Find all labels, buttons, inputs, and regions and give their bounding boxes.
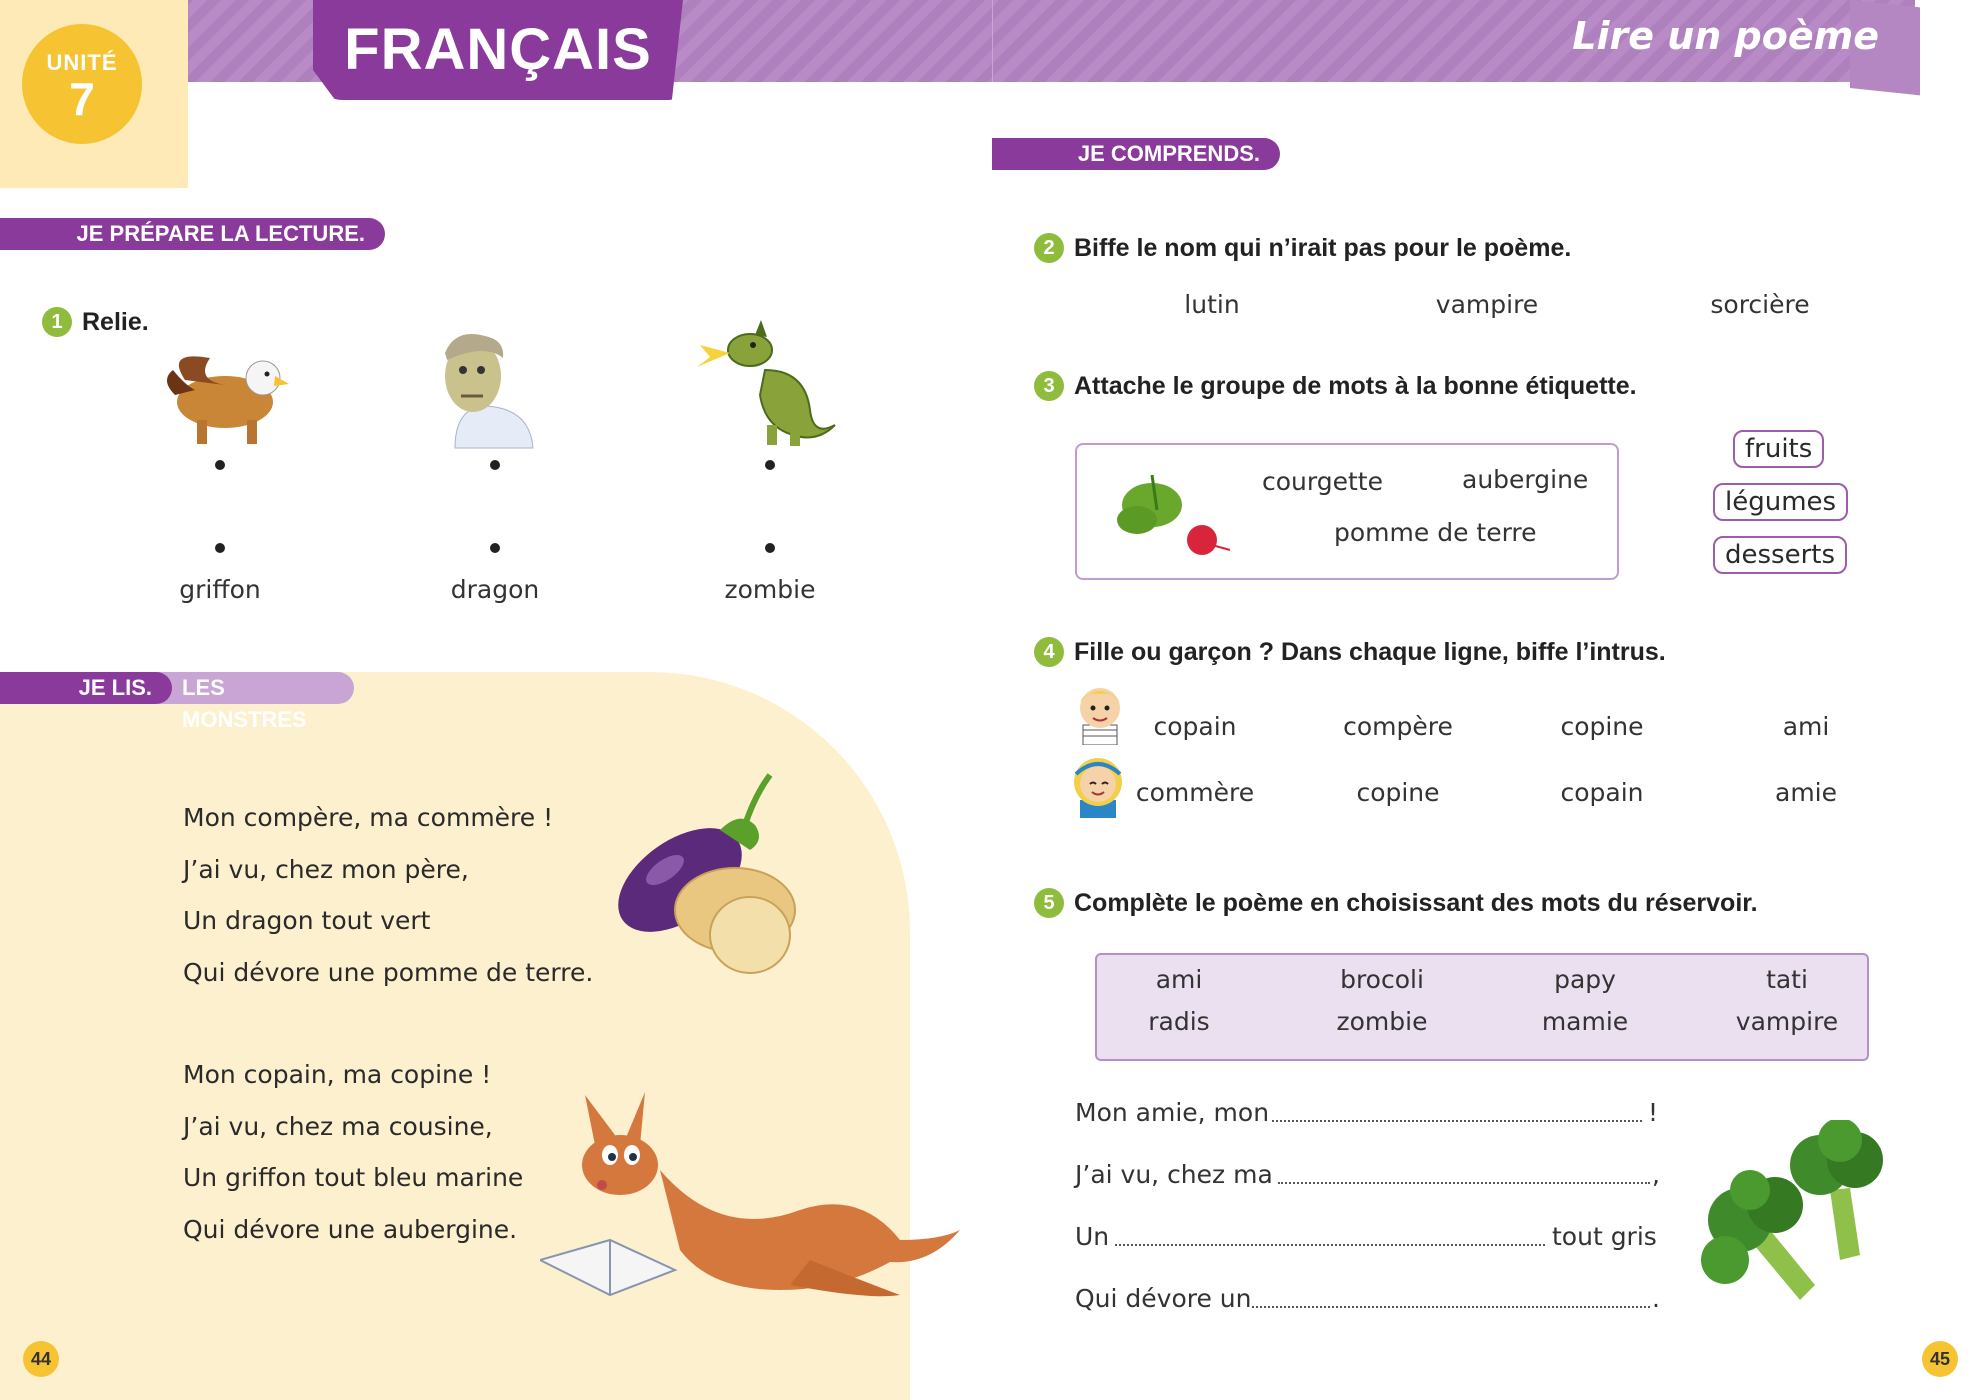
- section-prepare-label: JE PRÉPARE LA LECTURE.: [76, 221, 365, 246]
- poem-line: J’ai vu, chez mon père,: [183, 855, 469, 884]
- label-vegetables[interactable]: légumes: [1713, 483, 1848, 521]
- cross-out-word[interactable]: sorcière: [1710, 290, 1810, 319]
- reservoir-word: zombie: [1336, 1007, 1428, 1036]
- match-word: zombie: [724, 575, 816, 604]
- subject-title: FRANÇAIS: [344, 17, 652, 82]
- exercise-1-number: 1: [42, 307, 72, 337]
- unit-number: 7: [69, 73, 95, 125]
- poem-line: Un griffon tout bleu marine: [183, 1163, 524, 1192]
- exercise-4-number: 4: [1034, 637, 1064, 667]
- griffin-image: [155, 340, 295, 450]
- exercise-5-instruction: Complète le poème en choisissant des mots du réservoir.: [1074, 889, 1758, 917]
- cross-out-word[interactable]: vampire: [1435, 290, 1539, 319]
- fill-line-text: Mon amie, mon: [1075, 1098, 1270, 1127]
- reservoir-word: vampire: [1735, 1007, 1839, 1036]
- lesson-title: Lire un poème: [1572, 14, 1879, 58]
- group-word: aubergine: [1462, 465, 1589, 494]
- fill-line-punct: ,: [1652, 1160, 1660, 1189]
- reservoir-word: ami: [1155, 965, 1203, 994]
- label-fruits[interactable]: fruits: [1733, 430, 1824, 468]
- exercise-2-number: 2: [1034, 233, 1064, 263]
- match-word: dragon: [450, 575, 540, 604]
- intruder-word-row2[interactable]: copine: [1356, 778, 1440, 807]
- exercise-3-number: 3: [1034, 371, 1064, 401]
- fill-line-punct: .: [1652, 1284, 1660, 1313]
- section-read-bar: [0, 672, 172, 704]
- unit-label: UNITÉ: [46, 50, 118, 75]
- reservoir-word: tati: [1766, 965, 1808, 994]
- intruder-word-row1[interactable]: copain: [1153, 712, 1237, 741]
- page-number-right: 45: [1922, 1341, 1958, 1377]
- intruder-word-row1[interactable]: ami: [1782, 712, 1830, 741]
- section-understand-label: JE COMPRENDS.: [1077, 141, 1260, 166]
- intruder-word-row1[interactable]: copine: [1560, 712, 1644, 741]
- eggplant-potato-image: [605, 770, 815, 980]
- intruder-word-row2[interactable]: amie: [1775, 778, 1837, 807]
- exercise-1-instruction: Relie.: [82, 308, 149, 336]
- intruder-word-row2[interactable]: commère: [1135, 778, 1255, 807]
- match-dot-picture-2[interactable]: [490, 460, 500, 470]
- fill-line-text: Un: [1075, 1222, 1110, 1251]
- group-word: courgette: [1262, 467, 1383, 496]
- section-prepare-bar: [0, 218, 385, 250]
- group-word: pomme de terre: [1334, 518, 1537, 547]
- match-dot-word-3[interactable]: [765, 543, 775, 553]
- section-understand-bar: [992, 138, 1280, 170]
- broccoli-image: [1690, 1120, 1905, 1320]
- poem-line: Mon copain, ma copine !: [183, 1060, 492, 1089]
- exercise-4-instruction: Fille ou garçon ? Dans chaque ligne, biffe l’intrus.: [1074, 638, 1666, 666]
- reservoir-word: brocoli: [1340, 965, 1424, 994]
- unit-badge: [22, 24, 142, 144]
- girl-face-icon: [1068, 750, 1128, 818]
- match-word: griffon: [179, 575, 261, 604]
- poem-line: J’ai vu, chez ma cousine,: [183, 1112, 493, 1141]
- reservoir-word: papy: [1554, 965, 1616, 994]
- intruder-word-row2[interactable]: copain: [1560, 778, 1644, 807]
- fill-line-text: J’ai vu, chez ma: [1075, 1160, 1273, 1189]
- word-reservoir: [1095, 953, 1869, 1061]
- poem-line: Qui dévore une pomme de terre.: [183, 958, 594, 987]
- exercise-2-instruction: Biffe le nom qui n’irait pas pour le poème.: [1074, 234, 1572, 262]
- poem-line: Qui dévore une aubergine.: [183, 1215, 518, 1244]
- match-dot-picture-3[interactable]: [765, 460, 775, 470]
- reservoir-word: mamie: [1541, 1007, 1629, 1036]
- fill-blank-4[interactable]: [1252, 1304, 1650, 1308]
- fill-line-punct: !: [1648, 1098, 1659, 1127]
- intruder-word-row1[interactable]: compère: [1343, 712, 1453, 741]
- label-desserts[interactable]: desserts: [1713, 536, 1847, 574]
- poem-line: Un dragon tout vert: [183, 906, 431, 935]
- section-read-label: JE LIS.: [78, 675, 152, 700]
- match-dot-picture-1[interactable]: [215, 460, 225, 470]
- reservoir-word: radis: [1148, 1007, 1210, 1036]
- exercise-5-number: 5: [1034, 888, 1064, 918]
- page-number-left: 44: [23, 1341, 59, 1377]
- fill-blank-3[interactable]: [1115, 1242, 1545, 1246]
- fill-blank-1[interactable]: [1272, 1118, 1642, 1122]
- poem-line: Mon compère, ma commère !: [183, 803, 554, 832]
- radish-image: [1112, 465, 1232, 560]
- match-dot-word-1[interactable]: [215, 543, 225, 553]
- page-fold: [992, 0, 993, 82]
- kangaroo-reading-image: [540, 1090, 960, 1315]
- cross-out-word[interactable]: lutin: [1184, 290, 1240, 319]
- match-dot-word-2[interactable]: [490, 543, 500, 553]
- fill-blank-2[interactable]: [1278, 1180, 1650, 1184]
- fill-line-text: tout gris: [1552, 1222, 1657, 1251]
- dragon-image: [695, 315, 840, 450]
- boy-face-icon: [1073, 680, 1128, 745]
- fill-line-text: Qui dévore un: [1075, 1284, 1252, 1313]
- exercise-3-instruction: Attache le groupe de mots à la bonne étiquette.: [1074, 372, 1637, 400]
- word-group-box[interactable]: [1075, 443, 1619, 580]
- poem-title: LES MONSTRES: [158, 672, 354, 704]
- zombie-image: [425, 328, 545, 453]
